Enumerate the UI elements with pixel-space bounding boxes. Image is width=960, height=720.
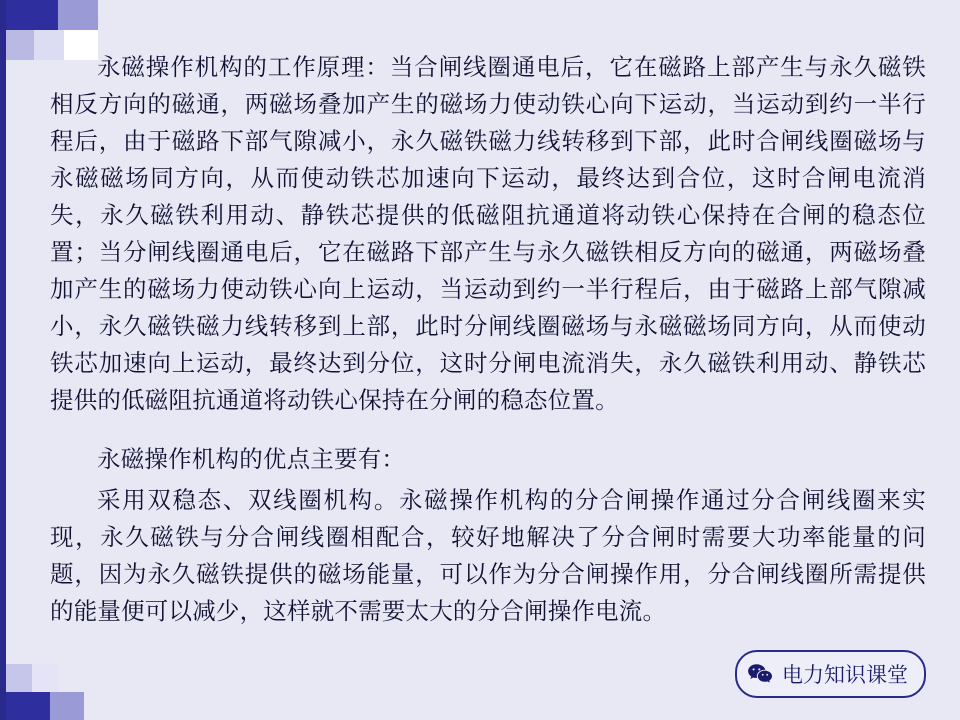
- deco-block-2: [58, 0, 98, 30]
- deco-block-1: [6, 0, 58, 30]
- decorative-corner-bottom-left: [6, 664, 84, 720]
- paragraph-advantages-detail: 采用双稳态、双线圈机构。永磁操作机构的分合闸操作通过分合闸线圈来实现，永久磁铁与分合闸线圈相配合，较好地解决了分合闸时需要大功率能量的问题，因为永久磁铁提供的磁场能量，可以作为分合闸操作用，分合闸线圈所需提供的能量便可以减少，这样就不需要太大的分合闸操作电流。: [50, 488, 926, 625]
- wechat-icon: [747, 663, 773, 685]
- paragraph-advantages-heading: 永磁操作机构的优点主要有：: [97, 447, 406, 473]
- deco-block-6: [6, 692, 50, 720]
- brand-badge: [735, 650, 926, 698]
- deco-block-9: [32, 664, 58, 692]
- paragraph-working-principle: 永磁操作机构的工作原理：当合闸线圈通电后，它在磁路上部产生与永久磁铁相反方向的磁通，两磁场叠加产生的磁场力使动铁心向下运动，当运动到约一半行程后，由于磁路下部气隙减小，永久磁铁磁力线转移到下部，此时合闸线圈磁场与永磁磁场同方向，从而使动铁芯加速向下运动，最终达到合位，这时合闸电流消失，永久磁铁利用动、静铁芯提供的低磁阻抗通道将动铁心保持在合闸的稳态位置；当分闸线圈通电后，它在磁路下部产生与永久磁铁相反方向的磁通，两磁场叠加产生的磁场力使动铁心向上运动，当运动到约一半行程后，由于磁路上部气隙减小，永久磁铁磁力线转移到上部，此时分闸线圈磁场与永磁磁场同方向，从而使动铁芯加速向上运动，最终达到分位，这时分闸电流消失，永久磁铁利用动、静铁芯提供的低磁阻抗通道将动铁心保持在分闸的稳态位置。: [50, 55, 926, 414]
- deco-block-8: [6, 664, 32, 692]
- deco-block-3: [6, 30, 34, 60]
- deco-block-7: [50, 692, 84, 720]
- slide-body: [50, 50, 926, 631]
- brand-name: 电力知识课堂: [782, 663, 908, 687]
